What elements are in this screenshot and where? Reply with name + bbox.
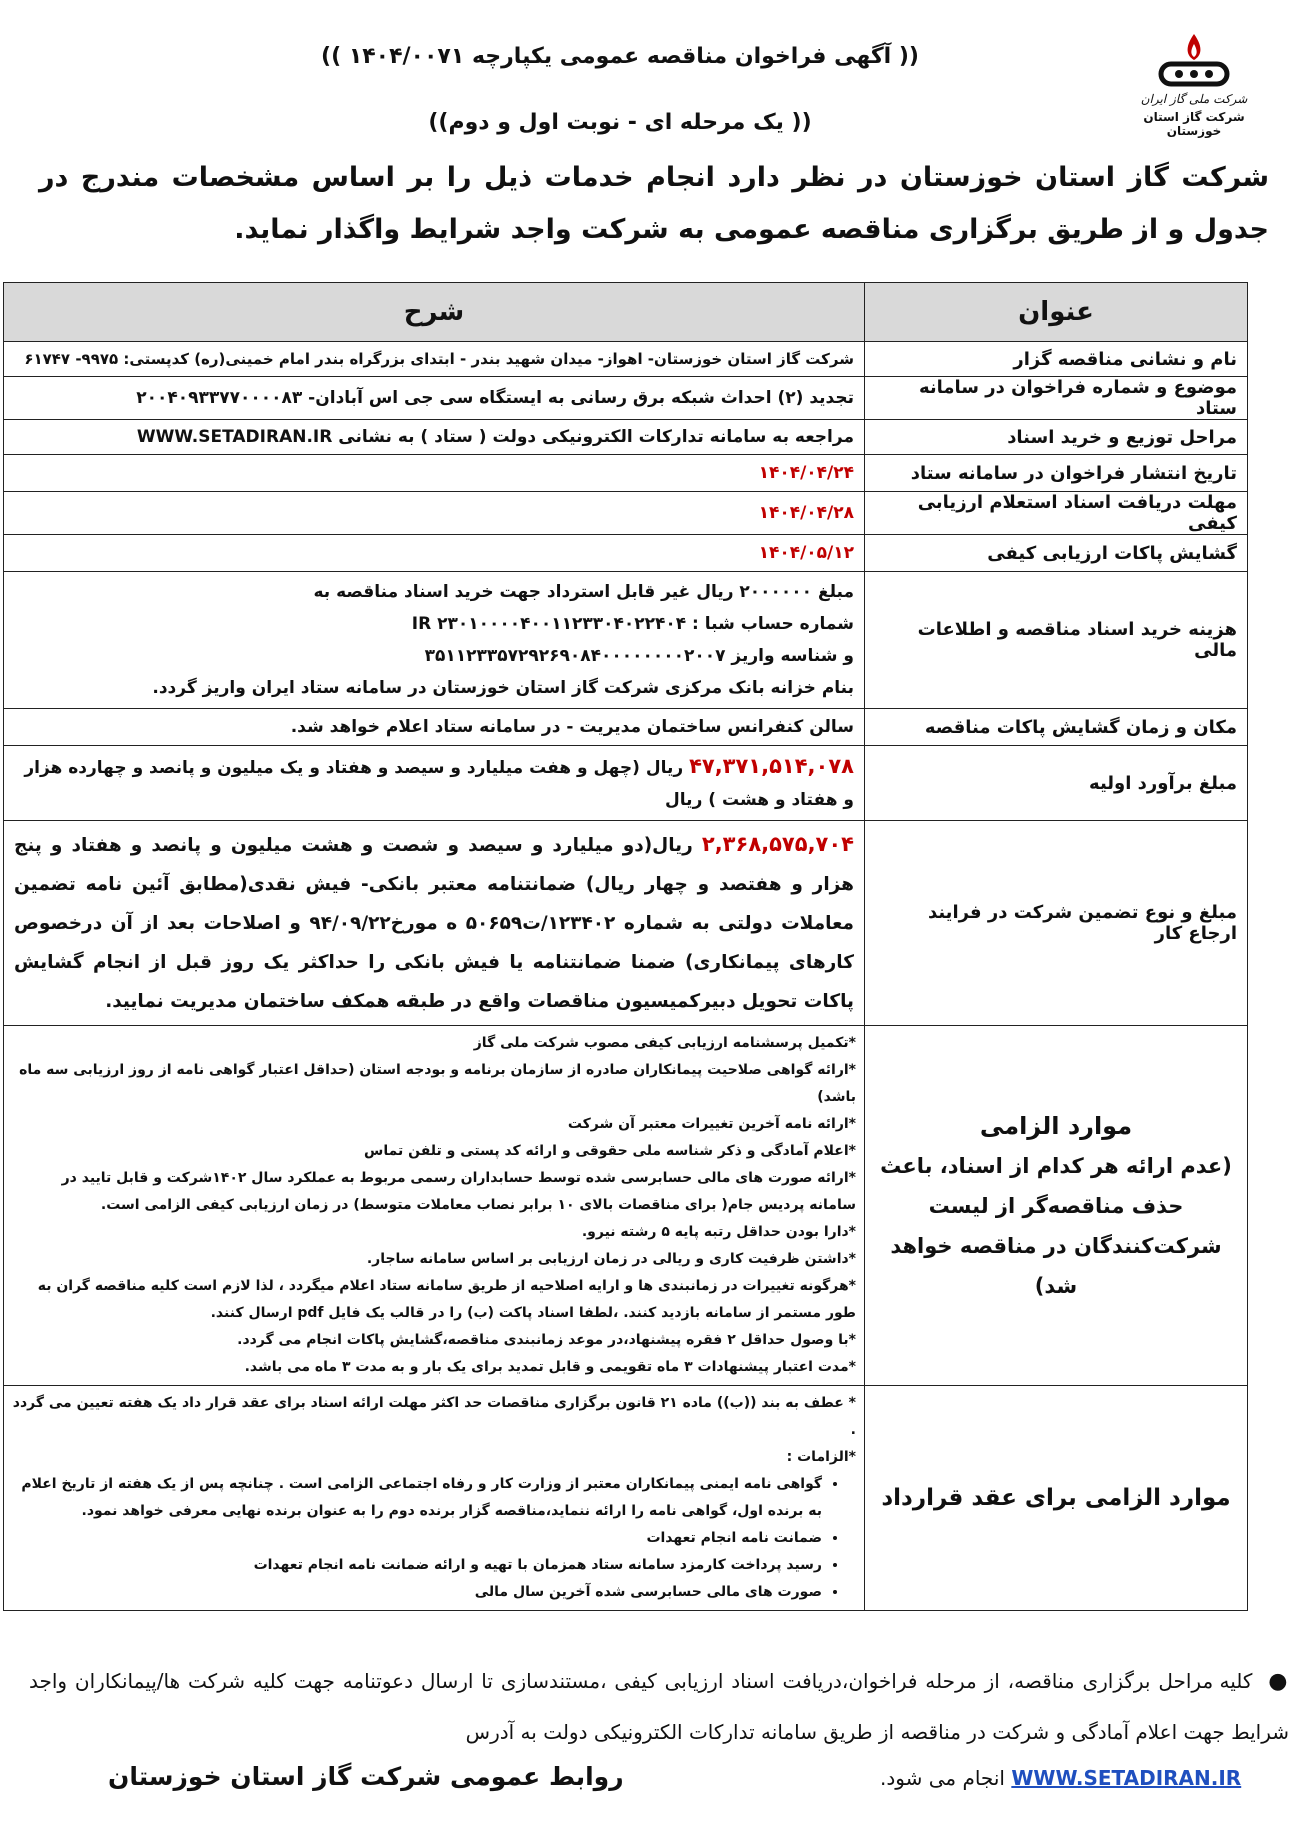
table-row [4,455,1248,492]
page-subtitle: (( یک مرحله ای - نوبت اول و دوم)) [428,110,812,135]
bullet-icon: ● [1268,1669,1289,1694]
estimate-amount: ۴۷,۳۷۱,۵۱۴,۰۷۸ [689,754,854,778]
fee-line-4: بنام خزانه بانک مرکزی شرکت گاز استان خوزستان در سامانه ستاد ایران واریز گردد. [152,678,854,698]
fee-line-2: شماره حساب شبا : IR ۲۳۰۱۰۰۰۰۴۰۰۱۱۲۳۳۰۴۰۲۲۴۰۴ [411,614,854,634]
row-key: نام و نشانی مناقصه گزار [865,342,1248,377]
required-key-note: (عدم ارائه هر کدام از اسناد، باعث حذف مناقصه‌گر از لیست شرکت‌کنندگان در مناقصه خواهد شد) [880,1153,1232,1298]
list-item: *اعلام آمادگی و ذکر شناسه ملی حقوقی و ارائه کد پستی و تلفن تماس [364,1143,856,1159]
fee-value [4,572,865,709]
row-key: گشایش پاکات ارزیابی کیفی [865,535,1248,572]
guarantee-amount: ۲,۳۶۸,۵۷۵,۷۰۴ [701,832,854,856]
header-desc-cell: شرح [4,283,865,342]
footer-text: کلیه مراحل برگزاری مناقصه، از مرحله فراخوان،دریافت اسناد ارزیابی کیفی ،مستندسازی تا ارسال دعوتنامه جهت کلیه شرکت ها/پیمانکاران واجد شرایط جهت اعلام آمادگی و شرکت در مناقصه از طریق سامانه تدارکات الکترونیکی دولت به آدرس [29,1669,1289,1744]
fee-line-1: مبلغ ۲۰۰۰۰۰۰ ریال غیر قابل استرداد جهت خرید اسناد مناقصه به [313,582,854,602]
place-key: مکان و زمان گشایش پاکات مناقصه [865,709,1248,746]
table-row [4,420,1248,455]
contract-key: موارد الزامی برای عقد قرارداد [865,1386,1248,1611]
footer-bottom-row [0,1762,1309,1802]
row-key: مراحل توزیع و خرید اسناد [865,420,1248,455]
list-item: *مدت اعتبار پیشنهادات ۳ ماه تقویمی و قابل تمدید برای یک بار و به مدت ۳ ماه می باشد. [244,1359,856,1375]
row-key: مهلت دریافت اسناد استعلام ارزیابی کیفی [865,492,1248,535]
header-title-cell: عنوان [865,283,1248,342]
page-title: (( آگهی فراخوان مناقصه عمومی یکپارچه ۱۴۰۴/۰۰۷۱ )) [321,44,919,69]
table-row [4,1026,1248,1386]
list-item: • ضمانت نامه انجام تعهدات [12,1525,822,1552]
table-row [4,1386,1248,1611]
table-row [4,572,1248,709]
list-item: *ارائه نامه آخرین تغییرات معتبر آن شرکت [567,1116,856,1132]
required-key-title: موارد الزامی [979,1111,1133,1140]
guarantee-text: ریال(دو میلیارد و سیصد و شصت و هشت میلیون و پانصد و هفتاد و پنج هزار و هفتصد و چهار ریال) ضمانتنامه معتبر بانکی- فیش نقدی(مطابق آئین نامه تضمین معاملات دولتی به شماره ۱۲۳۴۰۲/ت۵۰۶۵۹ ه مورخ۹۴/۰۹/۲۲ و اصلاحات بعد از آن درخصوص کارهای پیمانکاری) ضمنا ضمانتنامه یا فیش بانکی را حداکثر یک روز قبل از انجام گشایش پاکات تحویل دبیرکمیسیون مناقصات واقع در طبقه همکف ساختمان مدیریت نمایید. [14,835,855,1012]
row-key: تاریخ انتشار فراخوان در سامانه ستاد [865,455,1248,492]
footer-setad-link[interactable]: WWW.SETADIRAN.IR [1011,1766,1242,1790]
company-logo [1119,30,1269,138]
fee-line-3: و شناسه واریز ۳۵۱۱۲۳۳۵۷۲۹۲۶۹۰۸۴۰۰۰۰۰۰۰۰۲۰۰۷ [424,646,854,666]
place-value: سالن کنفرانس ساختمان مدیریت - در سامانه ستاد اعلام خواهد شد. [4,709,865,746]
footer-url-line [880,1766,1241,1790]
required-key [865,1026,1248,1386]
table-row [4,492,1248,535]
table-row [4,342,1248,377]
footer-paragraph [29,1656,1289,1757]
contract-requirements-label: *الزامات : [786,1449,856,1465]
fee-key: هزینه خرید اسناد مناقصه و اطلاعات مالی [865,572,1248,709]
guarantee-key: مبلغ و نوع تضمین شرکت در فرایند ارجاع کار [865,821,1248,1026]
opening-date: ۱۴۰۴/۰۵/۱۲ [4,535,865,572]
contract-note: * عطف به بند ((ب)) ماده ۲۱ قانون برگزاری مناقصات حد اکثر مهلت ارائه اسناد برای عقد قرار داد یک هفته تعیین می گردد . [12,1395,856,1438]
deadline-date: ۱۴۰۴/۰۴/۲۸ [4,492,865,535]
table-header-row [4,283,1248,342]
table-row [4,377,1248,420]
required-list [4,1026,865,1386]
public-relations-signature: روابط عمومی شرکت گاز استان خوزستان [108,1762,624,1791]
row-value: تجدید (۲) احداث شبکه برق رسانی به ایستگاه سی جی اس آبادان- ۲۰۰۴۰۹۳۳۷۷۰۰۰۰۸۳ [4,377,865,420]
gas-flame-logo-icon [1139,30,1249,90]
list-item: *ارائه گواهی صلاحیت پیمانکاران صادره از سازمان برنامه و بودجه استان (حداقل اعتبار گواهی نامه از روز ارزیابی سه ماه باشد) [19,1062,856,1105]
tender-table [3,282,1248,1611]
intro-paragraph: شرکت گاز استان خوزستان در نظر دارد انجام خدمات ذیل را بر اساس مشخصات مندرج در جدول و از طریق برگزاری مناقصه عمومی به شرکت واجد شرایط واگذار نماید. [39,162,1269,245]
list-item: • گواهی نامه ایمنی پیمانکاران معتبر از وزارت کار و رفاه اجتماعی الزامی است . چنانچه پس از یک هفته از تاریخ اعلام به برنده اول، گواهی نامه را ارائه ننماید،مناقصه گزار برنده دوم را به عنوان برنده نهایی معرفی خواهد نمود. [12,1471,822,1525]
row-key: موضوع و شماره فراخوان در سامانه ستاد [865,377,1248,420]
setad-url-link[interactable]: WWW.SETADIRAN.IR [136,427,333,447]
guarantee-value [4,821,865,1026]
table-row [4,821,1248,1026]
logo-caption-nigc: شرکت ملی گاز ایران [1140,92,1248,106]
row-value: شرکت گاز استان خوزستان- اهواز- میدان شهید بندر - ابتدای بزرگراه بندر امام خمینی(ره) کدپستی: ۹۹۷۵- ۶۱۷۴۷ [4,342,865,377]
logo-caption-company: شرکت گاز استان خوزستان [1143,110,1245,138]
list-item: *ارائه صورت های مالی حسابرسی شده توسط حسابداران رسمی مربوط به عملکرد سال ۱۴۰۲شرکت و قابل تایید در سامانه پردیس جام( برای مناقصات بالای ۱۰ برابر نصاب معاملات متوسط) در زمان ارزیابی کیفی الزامی است. [61,1170,856,1213]
estimate-key: مبلغ برآورد اولیه [865,746,1248,821]
distribution-text: مراجعه به سامانه تدارکات الکترونیکی دولت ( ستاد ) به نشانی [338,427,854,447]
table-row [4,746,1248,821]
footer-tail: انجام می شود. [880,1766,1005,1790]
estimate-value [4,746,865,821]
row-value [4,420,865,455]
list-item: • رسید پرداخت کارمزد سامانه ستاد همزمان با تهیه و ارائه ضمانت نامه انجام تعهدات [12,1552,822,1579]
list-item: • صورت های مالی حسابرسی شده آخرین سال مالی [12,1579,822,1606]
table-row [4,709,1248,746]
contract-bullets [12,1471,856,1606]
list-item: *دارا بودن حداقل رتبه پایه ۵ رشته نیرو. [581,1224,856,1240]
list-item: *تکمیل پرسشنامه ارزیابی کیفی مصوب شرکت ملی گاز [473,1035,856,1051]
table-row [4,535,1248,572]
contract-list [4,1386,865,1611]
publish-date: ۱۴۰۴/۰۴/۲۴ [4,455,865,492]
list-item: *هرگونه تغییرات در زمانبندی ها و ارایه اصلاحیه از طریق سامانه ستاد اعلام میگردد ، لذا لازم است کلیه مناقصه گران به طور مستمر از سامانه بازدید کنند. ،لطفا اسناد پاکت (ب) را در قالب یک فایل pdf ارسال کنند. [37,1278,856,1321]
list-item: *با وصول حداقل ۲ فقره پیشنهاد،در موعد زمانبندی مناقصه،گشایش پاکات انجام می گردد. [237,1332,856,1348]
estimate-text: ریال (چهل و هفت میلیارد و سیصد و هفتاد و یک میلیون و پانصد و چهارده هزار و هفتاد و هشت ) ریال [24,758,854,810]
list-item: *داشتن ظرفیت کاری و ریالی در زمان ارزیابی بر اساس سامانه ساجار. [366,1251,856,1267]
